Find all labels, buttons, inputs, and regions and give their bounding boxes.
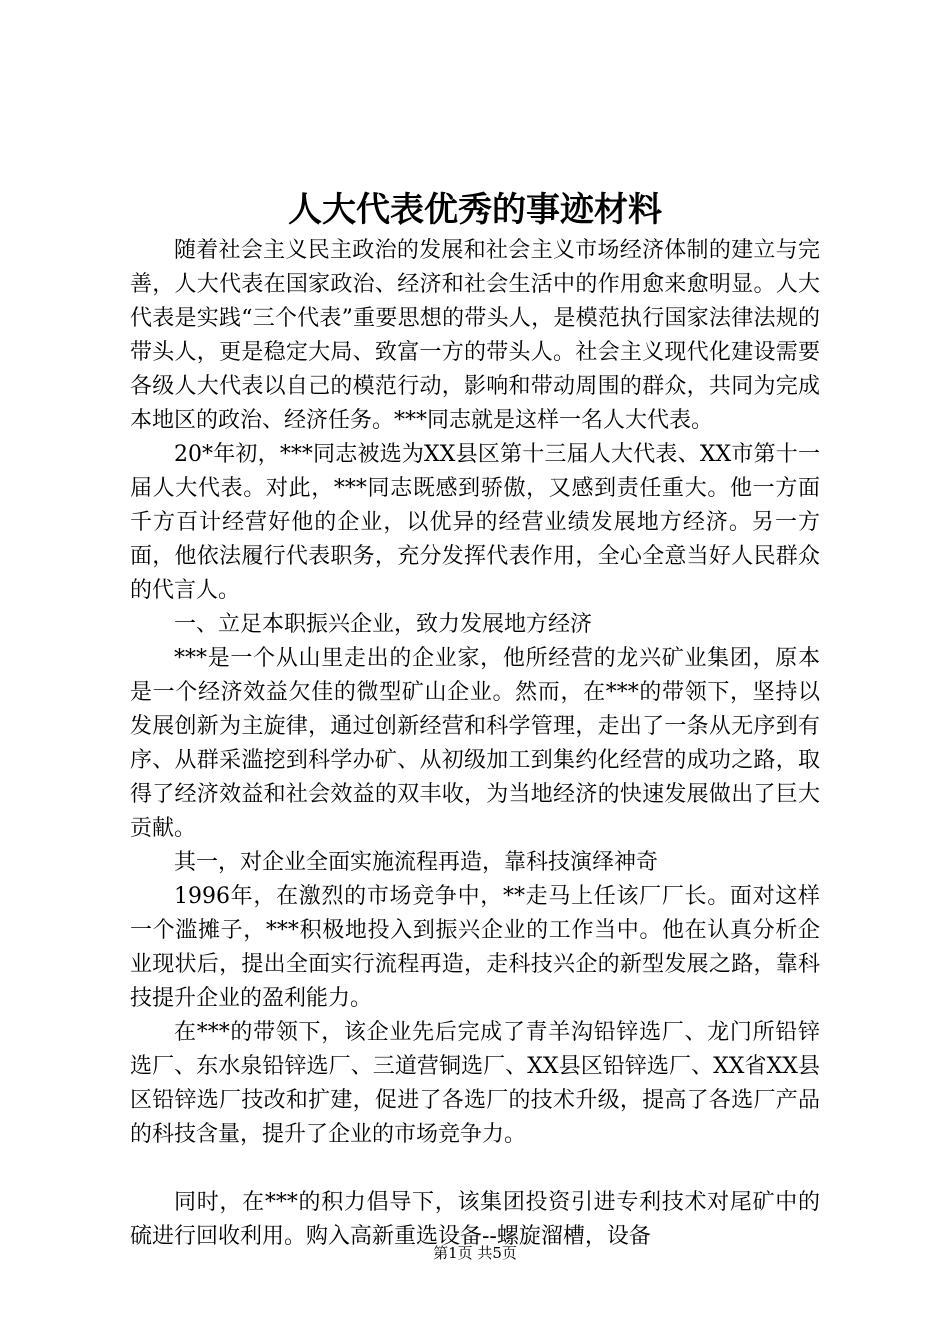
subsection-heading-1: 其一，对企业全面实施流程再造，靠科技演绎神奇 [174, 850, 659, 875]
paragraph-spacer [130, 1152, 820, 1186]
document-title: 人大代表优秀的事迹材料 [288, 190, 662, 230]
paragraph-intro: 随着社会主义民主政治的发展和社会主义市场经济体制的建立与完善，人大代表在国家政治、经济和社会生活中的作用愈来愈明显。人大代表是实践“三个代表”重要思想的带头人，是模范执行国家法律法规的带头人，更是稳定大局、致富一方的带头人。社会主义现代化建设需要各级人大代表以自己的模范行动，影响和带动周围的群众，共同为完成本地区的政治、经济任务。***同志就是这样一名人大代表。 [130, 238, 820, 433]
paragraph-upgrades: 在***的带领下，该企业先后完成了青羊沟铅锌选厂、龙门所铅锌选厂、东水泉铅锌选厂、三道营铜选厂、XX县区铅锌选厂、XX省XX县区铅锌选厂技改和扩建，促进了各选厂的技术升级，提高了各选厂产品的科技含量，提升了企业的市场竞争力。 [130, 1020, 820, 1147]
paragraph-enterprise: ***是一个从山里走出的企业家，他所经营的龙兴矿业集团，原本是一个经济效益欠佳的微型矿山企业。然而，在***的带领下，坚持以发展创新为主旋律，通过创新经营和科学管理，走出了一条从无序到有序、从群采滥挖到科学办矿、从初级加工到集约化经营的成功之路，取得了经济效益和社会效益的双丰收，为当地经济的快速发展做出了巨大贡献。 [130, 646, 820, 841]
section-heading-1: 一、立足本职振兴企业，致力发展地方经济 [174, 612, 593, 637]
page-number-footer: 第1页 共5页 [433, 1244, 517, 1262]
document-body [130, 234, 820, 1254]
paragraph-1996: 1996年，在激烈的市场竞争中，**走马上任该厂厂长。面对这样一个滥摊子，***积极地投入到振兴企业的工作当中。他在认真分析企业现状后，提出全面实行流程再造，走科技兴企的新型发展之路，靠科技提升企业的盈利能力。 [130, 884, 820, 1011]
paragraph-election: 20*年初，***同志被选为XX县区第十三届人大代表、XX市第十一届人大代表。对此，***同志既感到骄傲，又感到责任重大。他一方面千方百计经营好他的企业，以优异的经营业绩发展地方经济。另一方面，他依法履行代表职务，充分发挥代表作用，全心全意当好人民群众的代言人。 [130, 442, 820, 603]
paragraph-recycling: 同时，在***的积力倡导下，该集团投资引进专利技术对尾矿中的硫进行回收利用。购入高新重选设备--螺旋溜槽，设备 [130, 1190, 820, 1249]
